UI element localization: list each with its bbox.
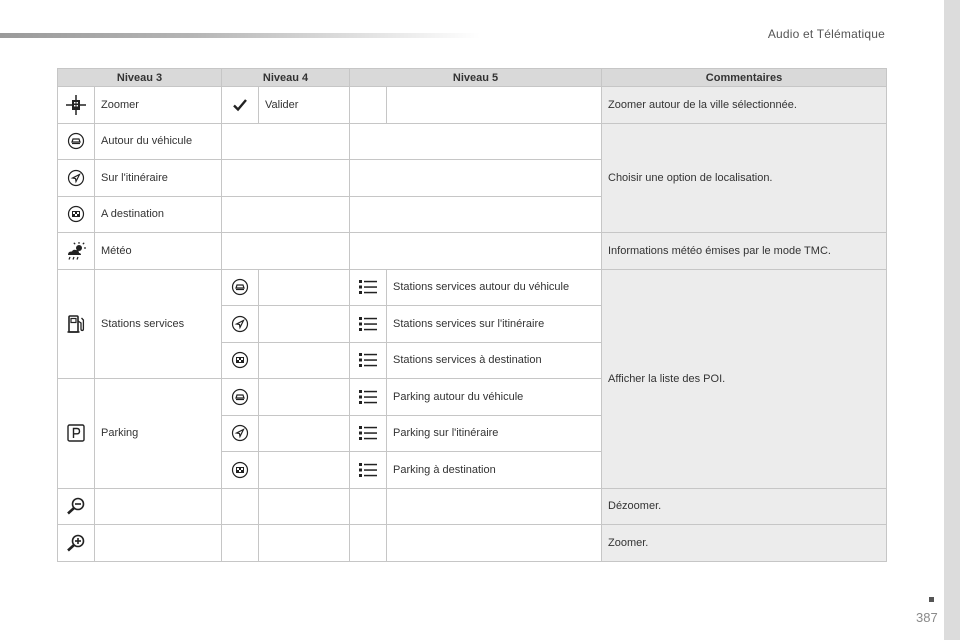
destination-flag-icon — [231, 461, 249, 479]
menu-item-parking-autour[interactable]: Parking autour du véhicule — [387, 379, 602, 416]
table-row — [58, 269, 887, 306]
menu-table — [57, 68, 887, 562]
comment-dezoomer: Dézoomer. — [602, 488, 887, 525]
car-icon — [231, 388, 249, 406]
table-header-row — [58, 69, 887, 87]
table-row — [58, 87, 887, 124]
list-icon — [358, 389, 378, 405]
route-icon — [67, 169, 85, 187]
comment-zoomer: Zoomer autour de la ville sélectionnée. — [602, 87, 887, 124]
zoom-in-icon[interactable] — [66, 534, 86, 552]
parking-icon — [66, 423, 86, 443]
menu-item-zoomer[interactable]: Zoomer — [95, 87, 222, 124]
comment-localisation: Choisir une option de localisation. — [602, 123, 887, 233]
menu-item-valider[interactable]: Valider — [259, 87, 350, 124]
zoom-target-icon-cell — [58, 87, 95, 124]
comment-poi: Afficher la liste des POI. — [602, 269, 887, 488]
menu-item-a-destination[interactable]: A destination — [95, 196, 222, 233]
menu-item-parking-destination[interactable]: Parking à destination — [387, 452, 602, 489]
comment-zoomer-bottom: Zoomer. — [602, 525, 887, 562]
fuel-pump-icon — [66, 313, 86, 335]
table-row — [58, 123, 887, 160]
table-row — [58, 525, 887, 562]
route-icon — [231, 424, 249, 442]
zoom-out-icon[interactable] — [66, 497, 86, 515]
list-icon — [358, 352, 378, 368]
zoom-target-icon — [65, 94, 87, 116]
table-row — [58, 488, 887, 525]
comment-meteo: Informations météo émises par le mode TMC. — [602, 233, 887, 270]
car-icon — [67, 132, 85, 150]
weather-icon — [65, 242, 87, 260]
menu-item-parking-itineraire[interactable]: Parking sur l'itinéraire — [387, 415, 602, 452]
column-header-niveau-3: Niveau 3 — [58, 69, 222, 87]
table-row — [58, 233, 887, 270]
page-section-title: Audio et Télématique — [767, 27, 885, 41]
menu-item-parking[interactable]: Parking — [95, 379, 222, 489]
route-icon — [231, 315, 249, 333]
list-icon — [358, 462, 378, 478]
check-icon — [233, 98, 247, 112]
menu-item-meteo[interactable]: Météo — [95, 233, 222, 270]
list-icon — [358, 425, 378, 441]
column-header-commentaires: Commentaires — [602, 69, 887, 87]
menu-item-stations-autour[interactable]: Stations services autour du véhicule — [387, 269, 602, 306]
menu-item-stations-services[interactable]: Stations services — [95, 269, 222, 379]
menu-item-stations-itineraire[interactable]: Stations services sur l'itinéraire — [387, 306, 602, 343]
page-marker — [929, 597, 934, 602]
destination-flag-icon — [231, 351, 249, 369]
menu-item-stations-destination[interactable]: Stations services à destination — [387, 342, 602, 379]
list-icon — [358, 316, 378, 332]
column-header-niveau-5: Niveau 5 — [350, 69, 602, 87]
header-accent-bar — [0, 33, 480, 38]
car-icon — [231, 278, 249, 296]
page-edge-strip — [944, 0, 960, 640]
page-number: 387 — [916, 610, 938, 625]
menu-item-autour-du-vehicule[interactable]: Autour du véhicule — [95, 123, 222, 160]
list-icon — [358, 279, 378, 295]
column-header-niveau-4: Niveau 4 — [222, 69, 350, 87]
menu-item-sur-itineraire[interactable]: Sur l'itinéraire — [95, 160, 222, 197]
destination-flag-icon — [67, 205, 85, 223]
